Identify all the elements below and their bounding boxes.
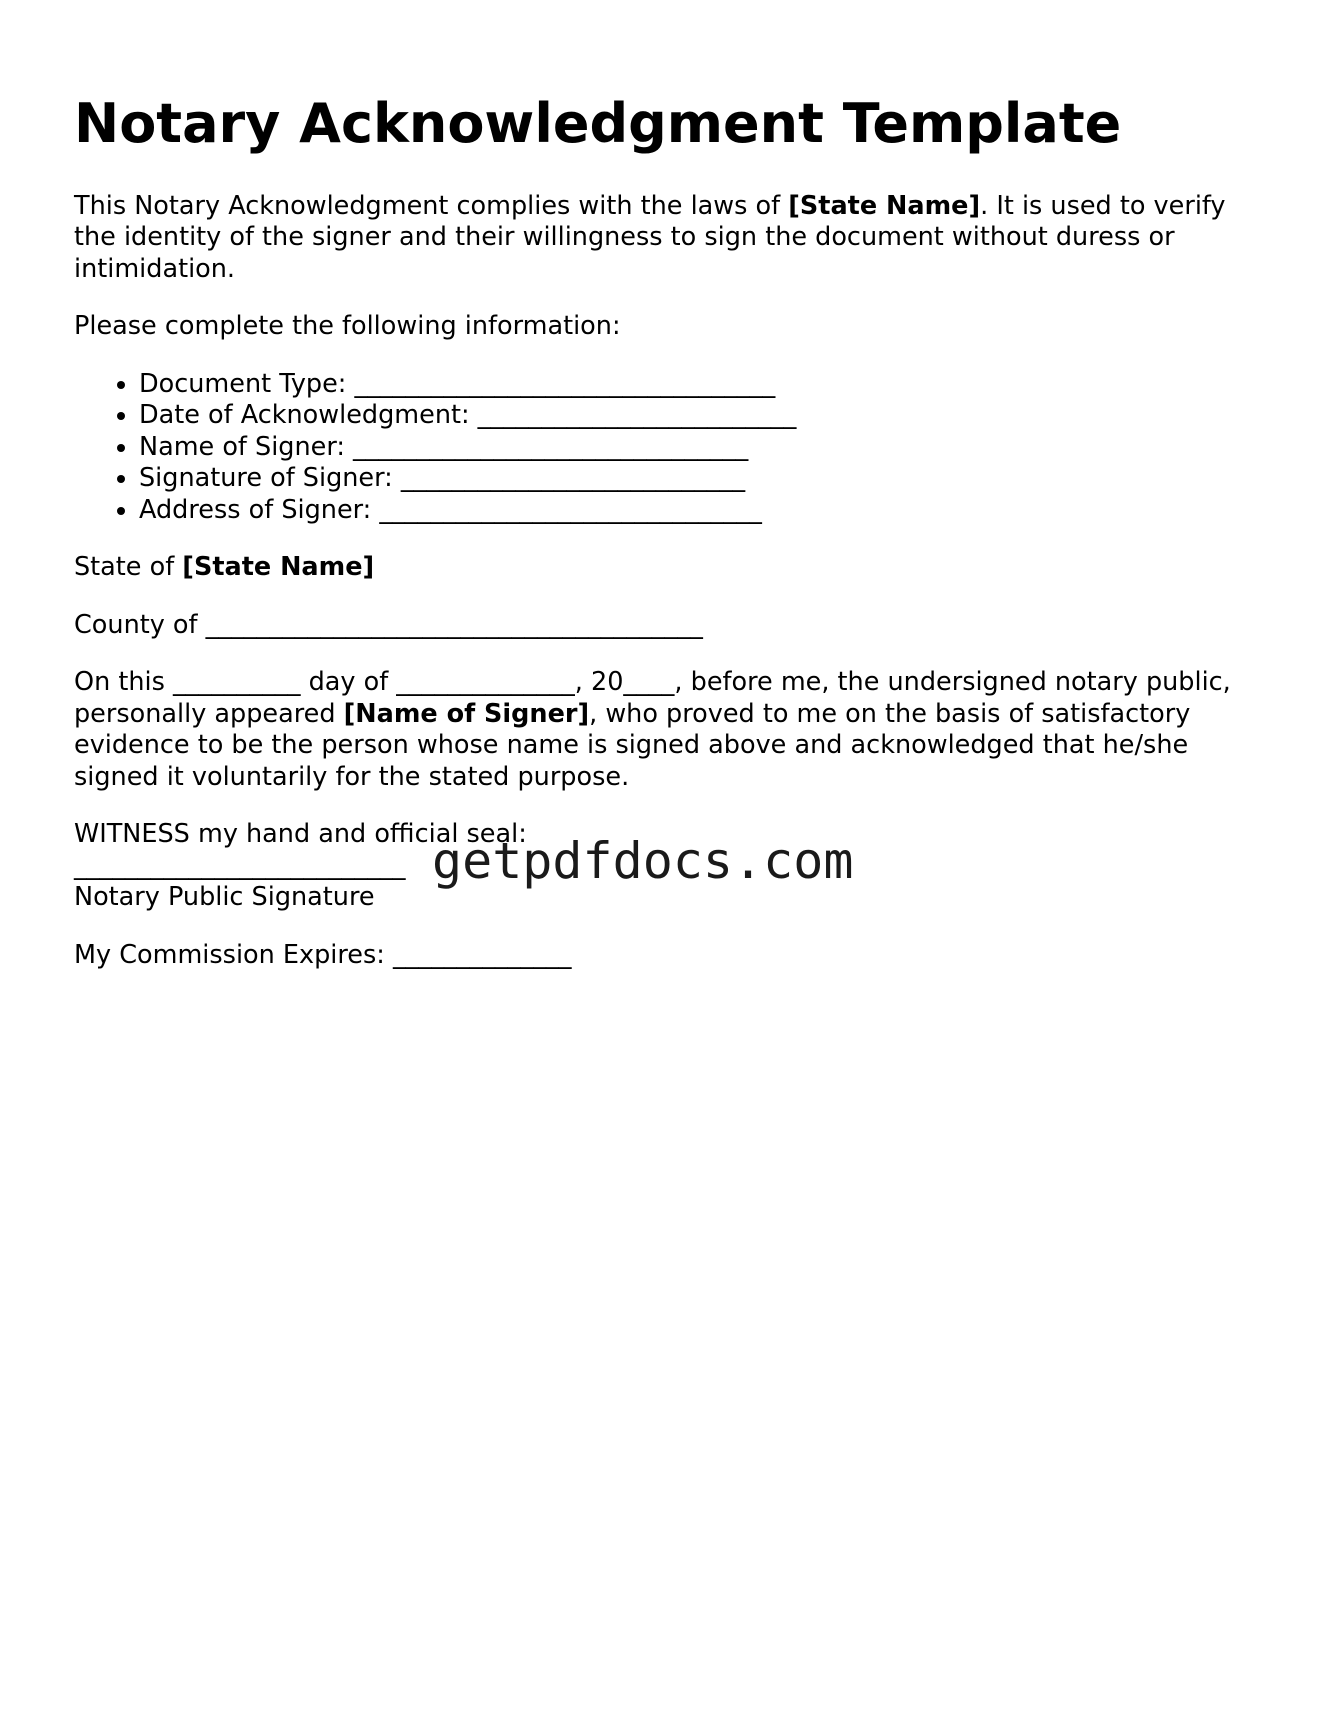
field-date-of-acknowledgment: • Date of Acknowledgment: _________________________	[139, 400, 1267, 432]
state-line	[74, 552, 1267, 584]
field-document-type: • Document Type: _________________________________	[139, 369, 1267, 401]
statement-text-after: , who proved to me on the basis of satisfactory evidence to be the person whose name is signed above and acknowledged that he/she signed it voluntarily for the stated purpose.	[74, 698, 1191, 792]
fields-list	[74, 369, 1267, 527]
field-address-of-signer: • Address of Signer: ______________________________	[139, 495, 1267, 527]
intro-text-before: This Notary Acknowledgment complies with the laws of	[74, 190, 789, 221]
intro-paragraph	[74, 191, 1267, 286]
field-signature-of-signer: • Signature of Signer: ___________________________	[139, 463, 1267, 495]
commission-expires-line: My Commission Expires: ______________	[74, 939, 572, 970]
watermark-text: getpdfdocs.com	[432, 832, 854, 890]
state-label: State of	[74, 552, 183, 583]
signer-name-placeholder: [Name of Signer]	[343, 698, 590, 729]
witness-label: WITNESS my hand and official seal:	[74, 819, 527, 850]
notary-signature-caption: Notary Public Signature	[74, 882, 375, 913]
statement-text-before: On this __________ day of ______________, 20____, before me, the undersigned notary public, personally appeared	[74, 667, 1231, 729]
state-placeholder: [State Name]	[182, 552, 375, 583]
page-title: Notary Acknowledgment Template	[74, 92, 1122, 155]
notary-signature-line: __________________________	[74, 850, 406, 881]
acknowledgment-statement	[74, 667, 1267, 793]
intro-text-after: . It is used to verify the identity of the signer and their willingness to sign the document without duress or intimidation.	[74, 190, 1226, 284]
intro-state-placeholder: [State Name]	[788, 190, 981, 221]
county-line: County of _______________________________________	[74, 609, 703, 640]
field-name-of-signer: • Name of Signer: _______________________________	[139, 432, 1267, 464]
instructions-text: Please complete the following information:	[74, 311, 621, 342]
